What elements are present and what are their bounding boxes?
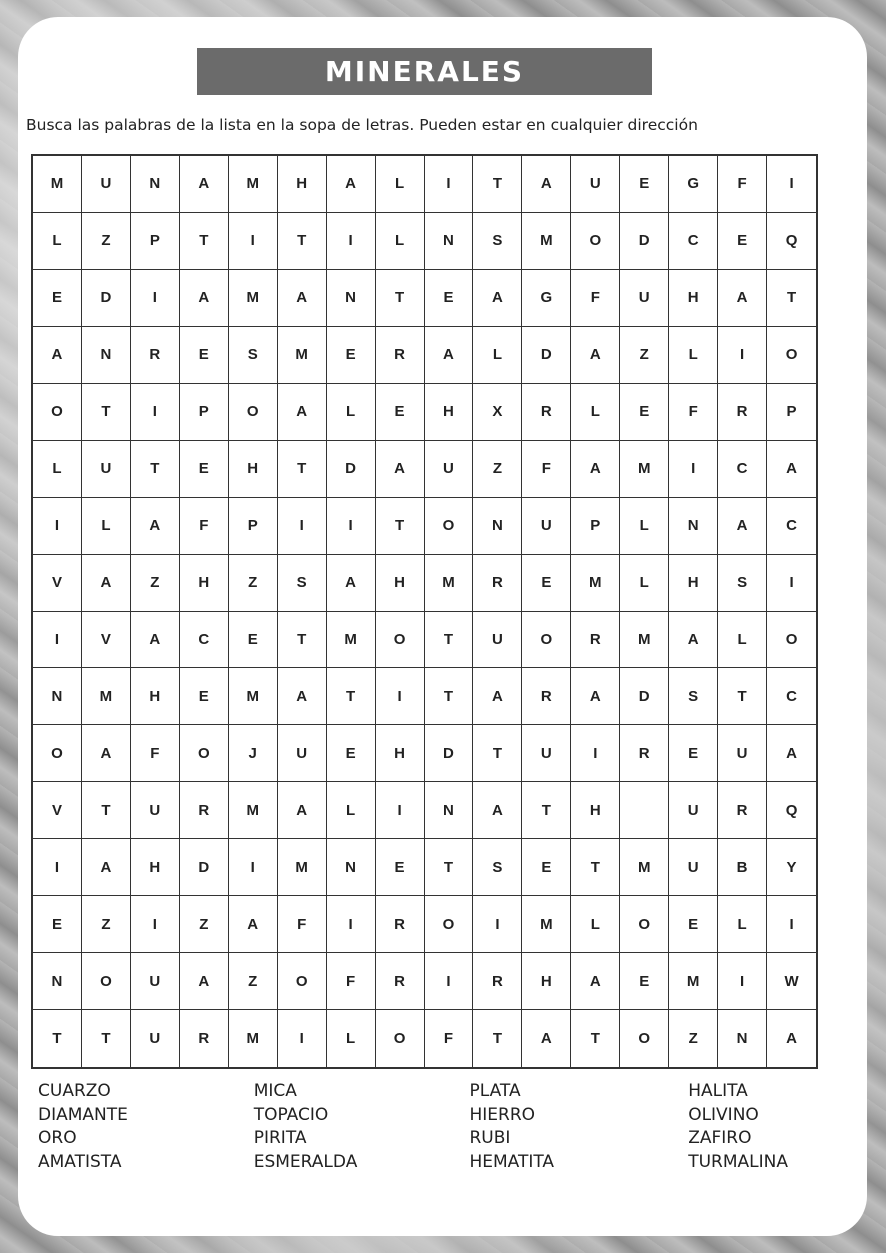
grid-cell[interactable]: R <box>571 612 620 669</box>
word-column <box>38 1080 254 1174</box>
grid-cell[interactable]: V <box>82 612 131 669</box>
grid-cell[interactable]: R <box>473 953 522 1010</box>
grid-cell[interactable]: T <box>425 839 474 896</box>
grid-cell[interactable]: E <box>620 156 669 213</box>
grid-cell[interactable]: H <box>669 555 718 612</box>
grid-cell[interactable]: S <box>278 555 327 612</box>
grid-cell[interactable]: T <box>131 441 180 498</box>
grid-cell[interactable]: Y <box>767 839 816 896</box>
grid-cell[interactable]: U <box>718 725 767 782</box>
grid-cell[interactable]: Z <box>669 1010 718 1067</box>
grid-cell[interactable]: H <box>376 725 425 782</box>
grid-cell[interactable]: U <box>425 441 474 498</box>
word-item: ORO <box>38 1128 77 1148</box>
grid-cell[interactable]: D <box>82 270 131 327</box>
grid-cell[interactable]: T <box>327 668 376 725</box>
grid-cell[interactable]: U <box>473 612 522 669</box>
grid-cell[interactable]: U <box>278 725 327 782</box>
grid-cell[interactable]: L <box>33 441 82 498</box>
grid-cell[interactable]: H <box>131 668 180 725</box>
grid-cell[interactable]: F <box>131 725 180 782</box>
grid-cell[interactable]: O <box>620 896 669 953</box>
grid-cell[interactable]: I <box>327 896 376 953</box>
grid-cell[interactable]: L <box>327 1010 376 1067</box>
grid-cell[interactable]: L <box>620 555 669 612</box>
grid-cell[interactable]: N <box>131 156 180 213</box>
grid-cell[interactable]: O <box>522 612 571 669</box>
grid-cell[interactable]: I <box>767 156 816 213</box>
grid-cell[interactable]: I <box>376 782 425 839</box>
grid-cell[interactable]: M <box>229 782 278 839</box>
grid-cell[interactable]: M <box>229 668 278 725</box>
grid-cell[interactable]: M <box>620 839 669 896</box>
grid-cell[interactable]: U <box>669 839 718 896</box>
grid-cell[interactable]: L <box>327 384 376 441</box>
grid-cell[interactable]: L <box>571 896 620 953</box>
grid-cell[interactable]: S <box>718 555 767 612</box>
grid-cell[interactable]: A <box>131 498 180 555</box>
instructions-text: Busca las palabras de la lista en la sopa de letras. Pueden estar en cualquier dirección <box>26 116 698 134</box>
grid-cell[interactable] <box>620 782 669 839</box>
grid-cell[interactable]: H <box>522 953 571 1010</box>
grid-cell[interactable]: O <box>767 327 816 384</box>
grid-cell[interactable]: L <box>620 498 669 555</box>
word-column <box>688 1080 828 1174</box>
grid-cell[interactable]: H <box>669 270 718 327</box>
word-item: PIRITA <box>253 1128 307 1148</box>
grid-cell[interactable]: F <box>278 896 327 953</box>
grid-cell[interactable]: T <box>425 612 474 669</box>
grid-cell[interactable]: A <box>767 725 816 782</box>
word-item: PLATA <box>469 1081 521 1101</box>
grid-cell[interactable]: E <box>376 839 425 896</box>
grid-cell[interactable]: I <box>327 213 376 270</box>
grid-cell[interactable]: J <box>229 725 278 782</box>
grid-cell[interactable]: N <box>82 327 131 384</box>
grid-cell[interactable]: A <box>718 270 767 327</box>
grid-cell[interactable]: T <box>82 384 131 441</box>
word-item: TOPACIO <box>253 1104 329 1125</box>
word-item: HIERRO <box>469 1104 536 1125</box>
grid-cell[interactable]: D <box>327 441 376 498</box>
word-item: AMATISTA <box>38 1151 122 1172</box>
grid-cell[interactable]: U <box>669 782 718 839</box>
grid-cell[interactable]: D <box>425 725 474 782</box>
grid-cell[interactable]: F <box>180 498 229 555</box>
word-column <box>469 1080 688 1174</box>
grid-cell[interactable]: L <box>376 156 425 213</box>
grid-cell[interactable]: E <box>327 327 376 384</box>
grid-cell[interactable]: R <box>376 327 425 384</box>
grid-cell[interactable]: M <box>571 555 620 612</box>
grid-cell[interactable]: I <box>229 839 278 896</box>
grid-cell[interactable]: E <box>669 896 718 953</box>
grid-cell[interactable]: M <box>425 555 474 612</box>
grid-cell[interactable]: P <box>229 498 278 555</box>
grid-cell[interactable]: U <box>620 270 669 327</box>
grid-cell[interactable]: Z <box>82 213 131 270</box>
word-item: OLIVINO <box>688 1104 759 1125</box>
grid-cell[interactable]: D <box>522 327 571 384</box>
grid-cell[interactable]: Z <box>473 441 522 498</box>
grid-cell[interactable]: R <box>180 1010 229 1067</box>
grid-cell[interactable]: I <box>33 839 82 896</box>
grid-cell[interactable]: E <box>522 555 571 612</box>
grid-cell[interactable]: E <box>669 725 718 782</box>
grid-cell[interactable]: Z <box>620 327 669 384</box>
grid-cell[interactable]: O <box>33 725 82 782</box>
word-item: ESMERALDA <box>253 1151 358 1172</box>
grid-cell[interactable]: I <box>473 896 522 953</box>
grid-cell[interactable]: E <box>522 839 571 896</box>
grid-cell[interactable]: V <box>33 555 82 612</box>
grid-cell[interactable]: L <box>669 327 718 384</box>
grid-cell[interactable]: I <box>33 612 82 669</box>
grid-cell[interactable]: A <box>522 156 571 213</box>
grid-cell[interactable]: F <box>718 156 767 213</box>
grid-cell[interactable]: T <box>473 1010 522 1067</box>
grid-cell[interactable]: P <box>131 213 180 270</box>
grid-cell[interactable]: A <box>131 612 180 669</box>
grid-cell[interactable]: A <box>82 725 131 782</box>
grid-cell[interactable]: E <box>718 213 767 270</box>
grid-cell[interactable]: I <box>229 213 278 270</box>
grid-cell[interactable]: N <box>33 953 82 1010</box>
grid-cell[interactable]: H <box>229 441 278 498</box>
grid-cell[interactable]: M <box>620 441 669 498</box>
grid-cell[interactable]: A <box>473 668 522 725</box>
grid-cell[interactable]: A <box>278 668 327 725</box>
grid-cell[interactable]: H <box>571 782 620 839</box>
grid-cell[interactable]: I <box>767 555 816 612</box>
grid-cell[interactable]: I <box>327 498 376 555</box>
grid-cell[interactable]: H <box>131 839 180 896</box>
grid-cell[interactable]: E <box>180 441 229 498</box>
grid-cell[interactable]: E <box>33 896 82 953</box>
grid-cell[interactable]: E <box>620 384 669 441</box>
grid-cell[interactable]: A <box>327 156 376 213</box>
grid-cell[interactable]: R <box>620 725 669 782</box>
word-item: MICA <box>253 1081 297 1101</box>
word-item: HEMATITA <box>469 1151 555 1172</box>
grid-cell[interactable]: T <box>180 213 229 270</box>
grid-cell[interactable]: U <box>82 441 131 498</box>
grid-cell[interactable]: I <box>33 498 82 555</box>
grid-cell[interactable]: T <box>718 668 767 725</box>
word-item: RUBI <box>469 1128 511 1148</box>
grid-cell[interactable]: C <box>767 498 816 555</box>
grid-cell[interactable]: F <box>522 441 571 498</box>
grid-cell[interactable]: E <box>327 725 376 782</box>
grid-cell[interactable]: E <box>425 270 474 327</box>
grid-cell[interactable]: O <box>376 1010 425 1067</box>
grid-cell[interactable]: M <box>620 612 669 669</box>
grid-cell[interactable]: I <box>425 156 474 213</box>
grid-cell[interactable]: E <box>229 612 278 669</box>
grid-cell[interactable]: A <box>180 270 229 327</box>
grid-cell[interactable]: L <box>33 213 82 270</box>
grid-cell[interactable]: E <box>180 327 229 384</box>
grid-cell[interactable]: S <box>473 213 522 270</box>
grid-cell[interactable]: M <box>33 156 82 213</box>
grid-cell[interactable]: L <box>718 612 767 669</box>
grid-cell[interactable]: T <box>376 270 425 327</box>
grid-cell[interactable]: I <box>718 327 767 384</box>
grid-cell[interactable]: T <box>522 782 571 839</box>
grid-cell[interactable]: I <box>425 953 474 1010</box>
grid-cell[interactable]: A <box>82 555 131 612</box>
grid-cell[interactable]: P <box>180 384 229 441</box>
grid-cell[interactable]: V <box>33 782 82 839</box>
grid-cell[interactable]: A <box>82 839 131 896</box>
grid-cell[interactable]: T <box>376 498 425 555</box>
grid-cell[interactable]: H <box>180 555 229 612</box>
grid-cell[interactable]: E <box>376 384 425 441</box>
grid-cell[interactable]: N <box>33 668 82 725</box>
grid-cell[interactable]: M <box>82 668 131 725</box>
grid-cell[interactable]: E <box>180 668 229 725</box>
grid-cell[interactable]: A <box>571 441 620 498</box>
grid-cell[interactable]: A <box>669 612 718 669</box>
grid-cell[interactable]: I <box>278 498 327 555</box>
grid-cell[interactable]: A <box>425 327 474 384</box>
grid-cell[interactable]: R <box>718 384 767 441</box>
grid-cell[interactable]: F <box>425 1010 474 1067</box>
grid-cell[interactable]: R <box>473 555 522 612</box>
grid-cell[interactable]: N <box>425 782 474 839</box>
grid-cell[interactable]: O <box>33 384 82 441</box>
grid-cell[interactable]: A <box>376 441 425 498</box>
grid-cell[interactable]: N <box>473 498 522 555</box>
grid-cell[interactable]: R <box>376 896 425 953</box>
word-item: ZAFIRO <box>688 1128 752 1148</box>
grid-cell[interactable]: T <box>278 441 327 498</box>
grid-cell[interactable]: O <box>767 612 816 669</box>
grid-cell[interactable]: R <box>718 782 767 839</box>
grid-cell[interactable]: M <box>327 612 376 669</box>
grid-cell[interactable]: O <box>376 612 425 669</box>
grid-cell[interactable]: O <box>425 498 474 555</box>
grid-cell[interactable]: U <box>82 156 131 213</box>
word-item: HALITA <box>688 1081 748 1101</box>
grid-cell[interactable]: N <box>327 839 376 896</box>
word-item: DIAMANTE <box>38 1104 128 1125</box>
grid-cell[interactable]: U <box>571 156 620 213</box>
grid-cell[interactable]: M <box>278 839 327 896</box>
grid-cell[interactable]: A <box>571 953 620 1010</box>
grid-cell[interactable]: U <box>131 1010 180 1067</box>
grid-cell[interactable]: L <box>718 896 767 953</box>
grid-cell[interactable]: I <box>278 1010 327 1067</box>
grid-cell[interactable]: Z <box>82 896 131 953</box>
grid-cell[interactable]: Z <box>229 555 278 612</box>
grid-cell[interactable]: B <box>718 839 767 896</box>
grid-cell[interactable]: O <box>620 1010 669 1067</box>
grid-cell[interactable]: N <box>718 1010 767 1067</box>
grid-cell[interactable]: I <box>571 725 620 782</box>
grid-cell[interactable]: T <box>473 156 522 213</box>
grid-cell[interactable]: I <box>131 270 180 327</box>
grid-cell[interactable]: M <box>229 156 278 213</box>
grid-cell[interactable]: A <box>180 156 229 213</box>
word-list <box>38 1080 828 1174</box>
grid-cell[interactable]: C <box>718 441 767 498</box>
word-search-grid <box>31 154 818 1069</box>
grid-cell[interactable]: A <box>473 782 522 839</box>
grid-cell[interactable]: C <box>767 668 816 725</box>
grid-cell[interactable]: M <box>229 1010 278 1067</box>
grid-cell[interactable]: N <box>669 498 718 555</box>
grid-cell[interactable]: F <box>327 953 376 1010</box>
grid-cell[interactable]: A <box>33 327 82 384</box>
grid-cell[interactable]: A <box>278 270 327 327</box>
grid-cell[interactable]: U <box>131 953 180 1010</box>
grid-cell[interactable]: O <box>82 953 131 1010</box>
grid-cell[interactable]: C <box>180 612 229 669</box>
grid-cell[interactable]: I <box>669 441 718 498</box>
grid-cell[interactable]: D <box>180 839 229 896</box>
grid-cell[interactable]: N <box>327 270 376 327</box>
grid-cell[interactable]: L <box>571 384 620 441</box>
grid-cell[interactable]: T <box>278 612 327 669</box>
grid-cell[interactable]: G <box>522 270 571 327</box>
grid-cell[interactable]: R <box>376 953 425 1010</box>
grid-cell[interactable]: A <box>767 441 816 498</box>
grid-cell[interactable]: A <box>571 668 620 725</box>
grid-cell[interactable]: R <box>131 327 180 384</box>
grid-cell[interactable]: F <box>571 270 620 327</box>
grid-cell[interactable]: A <box>718 498 767 555</box>
grid-cell[interactable]: A <box>473 270 522 327</box>
grid-cell[interactable]: L <box>376 213 425 270</box>
grid-cell[interactable]: Z <box>229 953 278 1010</box>
grid-cell[interactable]: A <box>786 1030 797 1048</box>
grid-cell[interactable]: P <box>571 498 620 555</box>
grid-cell[interactable]: O <box>425 896 474 953</box>
grid-cell[interactable]: H <box>278 156 327 213</box>
word-item: CUARZO <box>38 1081 111 1101</box>
grid-cell[interactable]: O <box>571 213 620 270</box>
grid-cell[interactable]: T <box>425 668 474 725</box>
grid-cell[interactable]: T <box>278 213 327 270</box>
grid-cell[interactable]: M <box>522 213 571 270</box>
grid-cell[interactable]: M <box>522 896 571 953</box>
grid-cell[interactable]: T <box>571 1010 620 1067</box>
grid-cell[interactable]: R <box>180 782 229 839</box>
grid-cell[interactable]: M <box>229 270 278 327</box>
grid-cell[interactable]: O <box>229 384 278 441</box>
grid-cell[interactable]: I <box>131 384 180 441</box>
grid-cell[interactable]: P <box>767 384 816 441</box>
grid-cell[interactable]: Z <box>131 555 180 612</box>
grid-cell[interactable]: T <box>82 1010 131 1067</box>
grid-cell[interactable]: U <box>131 782 180 839</box>
grid-cell[interactable]: E <box>620 953 669 1010</box>
grid-cell[interactable]: Q <box>767 782 816 839</box>
grid-cell[interactable]: H <box>376 555 425 612</box>
grid-cell[interactable]: A <box>229 896 278 953</box>
grid-cell[interactable]: O <box>180 725 229 782</box>
word-column <box>254 1080 470 1174</box>
grid-cell[interactable]: M <box>278 327 327 384</box>
grid-cell[interactable]: T <box>33 1010 82 1067</box>
grid-cell[interactable]: T <box>82 782 131 839</box>
grid-cell[interactable]: Z <box>180 896 229 953</box>
grid-cell[interactable]: U <box>522 498 571 555</box>
grid-cell[interactable]: O <box>278 953 327 1010</box>
grid-cell[interactable]: R <box>522 668 571 725</box>
grid-cell[interactable]: D <box>620 213 669 270</box>
grid-cell[interactable]: I <box>767 896 816 953</box>
grid-cell[interactable]: E <box>33 270 82 327</box>
grid-cell[interactable]: Q <box>767 213 816 270</box>
grid-cell[interactable]: A <box>278 384 327 441</box>
grid-cell[interactable]: I <box>131 896 180 953</box>
grid-cell[interactable]: S <box>229 327 278 384</box>
grid-cell[interactable]: G <box>669 156 718 213</box>
grid-cell[interactable]: N <box>425 213 474 270</box>
grid-cell[interactable]: D <box>620 668 669 725</box>
grid-cell[interactable]: H <box>425 384 474 441</box>
grid-cell[interactable]: C <box>669 213 718 270</box>
grid-cell[interactable]: I <box>718 953 767 1010</box>
grid-cell[interactable]: L <box>473 327 522 384</box>
grid-cell[interactable]: T <box>473 725 522 782</box>
grid-cell[interactable]: R <box>522 384 571 441</box>
grid-cell[interactable]: A <box>278 782 327 839</box>
grid-cell[interactable]: S <box>669 668 718 725</box>
grid-cell[interactable]: T <box>571 839 620 896</box>
grid-cell[interactable]: T <box>767 270 816 327</box>
page-title: MINERALES <box>197 48 652 95</box>
grid-cell[interactable]: L <box>327 782 376 839</box>
grid-cell[interactable]: X <box>473 384 522 441</box>
grid-cell[interactable]: M <box>669 953 718 1010</box>
grid-cell[interactable]: S <box>473 839 522 896</box>
grid-cell[interactable]: A <box>522 1010 571 1067</box>
grid-cell[interactable]: F <box>669 384 718 441</box>
grid-cell[interactable]: L <box>82 498 131 555</box>
grid-cell[interactable]: A <box>571 327 620 384</box>
grid-cell[interactable]: A <box>180 953 229 1010</box>
word-item: TURMALINA <box>688 1151 788 1172</box>
grid-cell[interactable]: A <box>327 555 376 612</box>
grid-cell[interactable]: U <box>522 725 571 782</box>
grid-cell[interactable]: W <box>767 953 816 1010</box>
grid-cell[interactable]: I <box>376 668 425 725</box>
